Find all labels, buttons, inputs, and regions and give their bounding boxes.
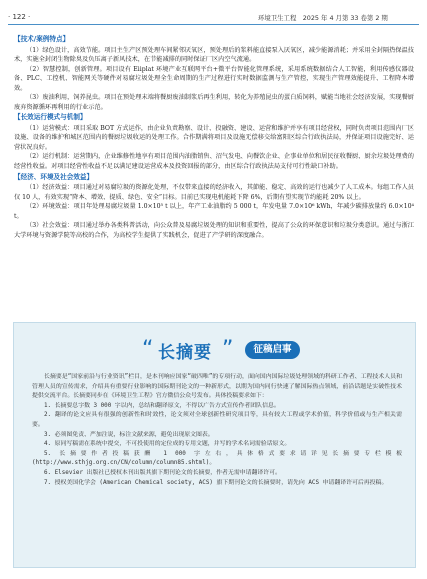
paragraph: （2）智慧控制，创新管理。项目设有 Eiiplat 环境产业互联网平台+微平台智能化管理系统，采用系统数据结合人工智能，利用传感仪器设备、PLC、工控机、智能网关等硬件对易腐垃圾处理全生命周期的生产过程进行实时数据监测与生产管控，实现生产管理效能提升、工程降本增效。 [14,65,414,92]
callout-item: 6. Elsevier 出版社已授权本刊出版其旗下期刊论文的长摘要，作者无需申请翻译许可。 [44,469,281,476]
section-heading: 【长效运行模式与机制】 [14,113,87,122]
open-quote-icon: “ [142,337,154,362]
paragraph: （1）绿色设计，高效节能。项目主生产区预处理车间紧邻厌氧区，预处理后的浆料能直接泵入厌氧区，减少能源消耗；并采用全封隔热保温技术，实施全封闭生物除臭及负压离子新风技术，在节能减排的同时保证厂区内空气流通。 [14,46,414,64]
banner-tag-label: 征稿启事 [253,344,292,355]
callout-item: 7. 授权美国化学会 (American Chemical society, ACS) 旗下期刊论文的长摘要时，请先向 ACS 申请翻译许可后再投稿。 [44,479,388,486]
paragraph: （2）环境效益：项目年处理易腐垃圾量 1.0×10⁵ t 以上，年产工业油脂约 5 000 t，年发电量 7.0×10⁶ kWh，年减少碳排放量约 6.0×10⁴ t。 [14,203,414,220]
article-body [14,34,414,240]
paragraph: （1）运营模式：项目采取 BOT 方式运作，由企业负责勘察、设计、投融资、建设、运营和维护并享有项目经营权，同时负责项目范围内厂区设施、设备的维护和城区范围内的餐厨垃圾收运的处理工作。合作期满将项目及设施无偿移交给富阳区综合行政执法局，并保证项目设施完好、运营状况良好。 [14,124,414,151]
close-quote-icon: ” [222,337,234,362]
page-header [0,0,427,30]
page-number: · 122 · [8,13,31,21]
callout-item: 4. 原同写稿需在系统中提交，不可投使用的定位成的专用文题，并写的学术名词需验话原文。 [44,441,291,448]
callout-item: 5. 长摘要作者投稿获酬 1 000 字左右，具体格式要求请详见长摘要专栏模板 (http://www.sthjg.org.cn/CN/column/column85.shtml)。 [32,450,402,467]
banner-tag [245,341,300,359]
callout-item: 3. 必须图免责、严加注说，标注文献来源，避免出现原文图表。 [44,431,214,438]
callout-intro: 长摘要是“国家前沿与行业资讯”栏目，是本刊响应国家“破四唯”的专项行动，面向国内国际垃圾处理领域的科研工作者、工程技术人员和管理人员的宣传需求，介绍具有重要行业影响的国际期刊论文的一种新形式，以期为国内同行快速了解国际热点领域，前沿话题是实破性技术提供交流平台。长摘要同步在《环境卫生工程》官方微信公众号发布。具体投稿要求如下： [32,374,402,400]
paragraph: （3）社会效益：项目通过举办各类科普活动，向公众普及易腐垃圾处理的知识和重要性，提高了公众的环保意识和垃圾分类意识。通过与浙江大学环境与资源学院等高校的合作，为高校学生提供了实践机会，促进了产学研的深度融合。 [14,222,414,239]
call-for-papers-box [13,322,416,568]
section-heading: 【经济、环境及社会效益】 [14,172,94,181]
callout-item: 2. 翻译的论文应具有很强的创新性和时效性，论文须对全球创新性研究项目等，具有较大工程或学术价值，科学价值或与生产相关需要。 [32,412,402,428]
paragraph: （3）废油利用，饲养昆虫。项目在预处理末端将餐厨废油制浆后再生利用，转化为养殖昆虫的蛋白质饲料，赋能当地社会经济发展，实现餐厨废弃资源循环再利用的行业示范。 [14,94,414,111]
banner-title: 长摘要 [158,343,212,363]
call-for-papers-banner [14,333,415,365]
call-for-papers-text [32,373,402,488]
paragraph: （1）经济效益：项目通过对易腐垃圾的资源化处理，不仅带来直接的经济收入，其節能、稳定、高效的运行也减少了人工成本。每组工作人员仅 10 人，有效实现“降本、增效、提质、绿色、安全”目标。目前已实现电机能耗下降 6%，后期有望实现节约能耗 20% 以上。 [14,184,414,201]
journal-info: 环境卫生工程 2025 年 4 月第 33 卷第 2 期 [258,14,388,22]
callout-item: 1. 长摘要总字数 3 000 字以内，总结和翻译原文，不得以广告方式宣传作者团队信息。 [44,402,280,409]
section-heading: 【技术/案例特点】 [14,35,70,43]
header-rule [8,24,419,25]
paragraph: （2）运行机制：运营期内，企业维修性地享有项目范围内油脂销售、沼气发电、向餐饮企业、企事业单位和居民征收餐厨、厨余垃圾处理费的经营性收益。对项目经营性收益不足以满足建设运营成本及投资回报的部分，由区综合行政执法局支付可行性缺口补助。 [14,153,414,171]
